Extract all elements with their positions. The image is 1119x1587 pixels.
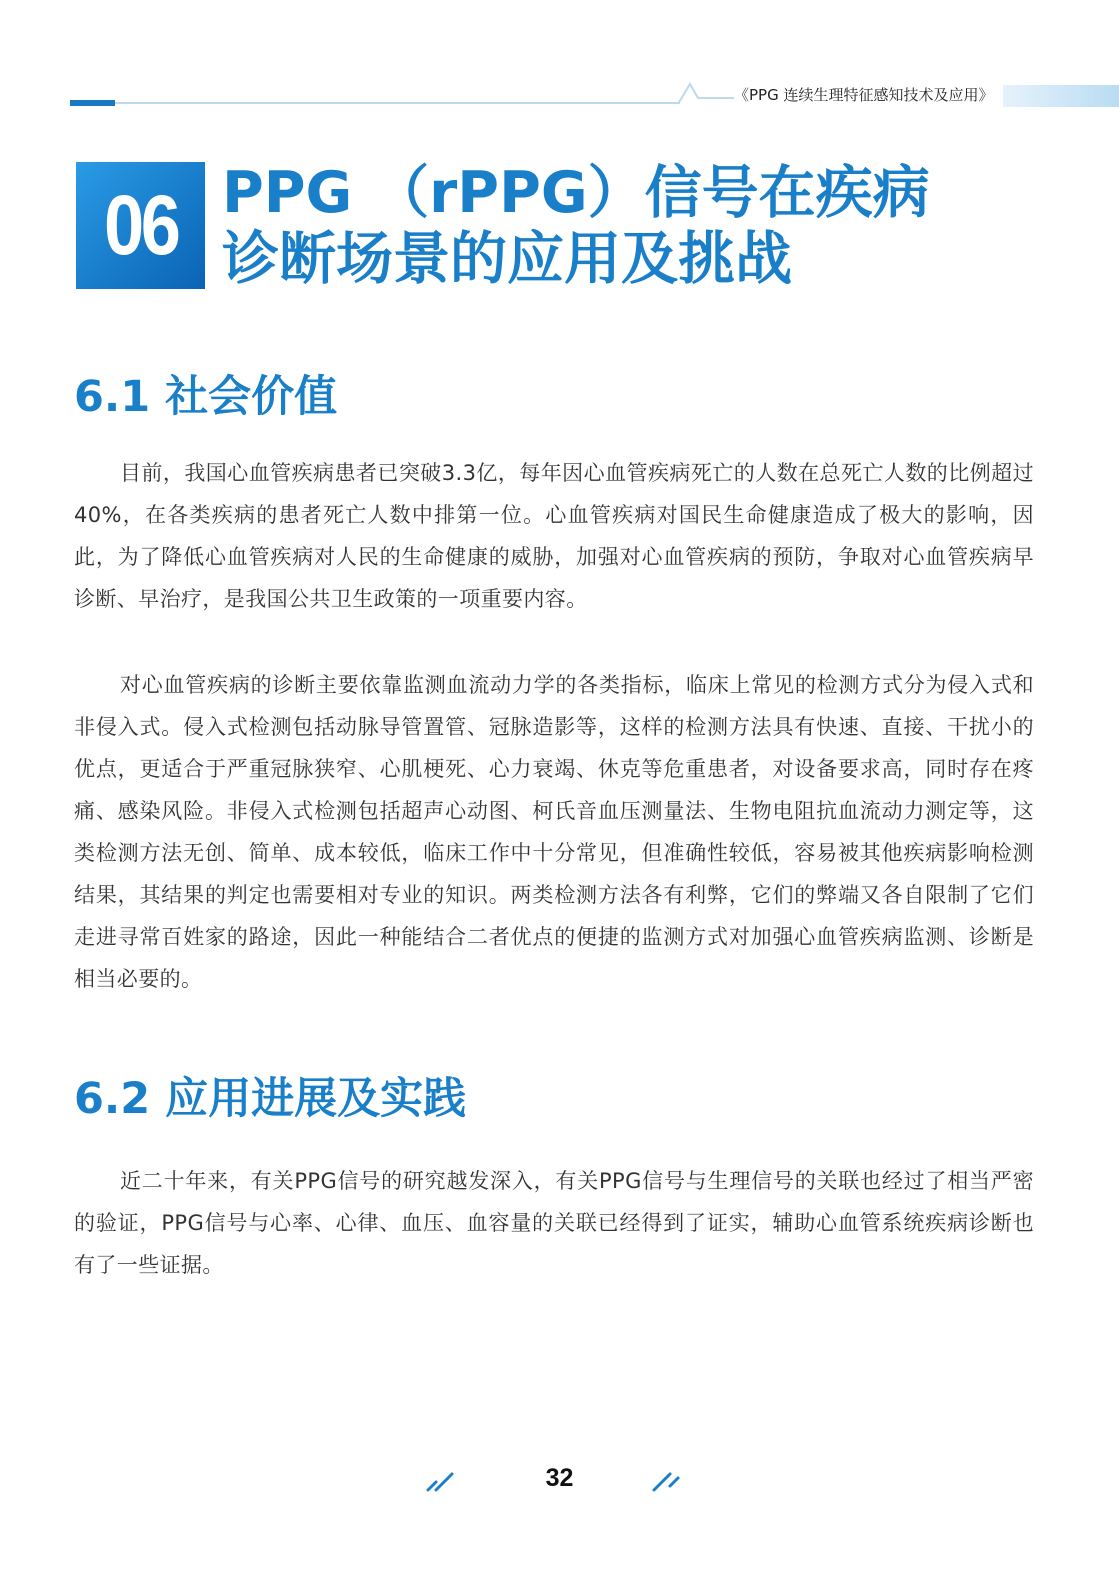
- header-wave-icon: [676, 80, 736, 110]
- chapter-number-box: [76, 162, 205, 289]
- paragraph: 近二十年来，有关PPG信号的研究越发深入，有关PPG信号与生理信号的关联也经过了相当严密的验证，PPG信号与心率、心律、血压、血容量的关联已经得到了证实，辅助心血管系统疾病诊断也有了一些证据。: [74, 1169, 1034, 1277]
- header-band: [1003, 85, 1119, 107]
- chapter-title: [222, 160, 1082, 292]
- header-rule-accent: [70, 100, 115, 106]
- chapter-title-line1: PPG （rPPG）信号在疾病: [222, 160, 930, 226]
- chapter-title-line2: 诊断场景的应用及挑战: [222, 226, 792, 292]
- header-rule-light: [115, 102, 680, 104]
- paragraph: 目前，我国心血管疾病患者已突破3.3亿，每年因心血管疾病死亡的人数在总死亡人数的比例超过40%，在各类疾病的患者死亡人数中排第一位。心血管疾病对国民生命健康造成了极大的影响，因此，为了降低心血管疾病对人民的生命健康的威胁，加强对心血管疾病的预防，争取对心血管疾病早诊断、早治疗，是我国公共卫生政策的一项重要内容。: [74, 461, 1034, 611]
- page-number: 32: [545, 1464, 574, 1492]
- chapter-number: 06: [103, 178, 178, 272]
- section-title: 6.2 应用进展及实践: [74, 1074, 467, 1124]
- section-title: 6.1 社会价值: [74, 372, 338, 422]
- running-title: 《PPG 连续生理特征感知技术及应用》: [734, 86, 994, 104]
- header-rule: [70, 100, 680, 106]
- paragraph: 对心血管疾病的诊断主要依靠监测血流动力学的各类指标，临床上常见的检测方式分为侵入式和非侵入式。侵入式检测包括动脉导管置管、冠脉造影等，这样的检测方法具有快速、直接、干扰小的优点，更适合于严重冠脉狭窄、心肌梗死、心力衰竭、休克等危重患者，对设备要求高，同时存在疼痛、感染风险。非侵入式检测包括超声心动图、柯氏音血压测量法、生物电阻抗血流动力测定等，这类检测方法无创、简单、成本较低，临床工作中十分常见，但准确性较低，容易被其他疾病影响检测结果，其结果的判定也需要相对专业的知识。两类检测方法各有利弊，它们的弊端又各自限制了它们走进寻常百姓家的路途，因此一种能结合二者优点的便捷的监测方式对加强心血管疾病监测、诊断是相当必要的。: [74, 673, 1034, 991]
- slash-decoration-icon: [650, 1468, 682, 1494]
